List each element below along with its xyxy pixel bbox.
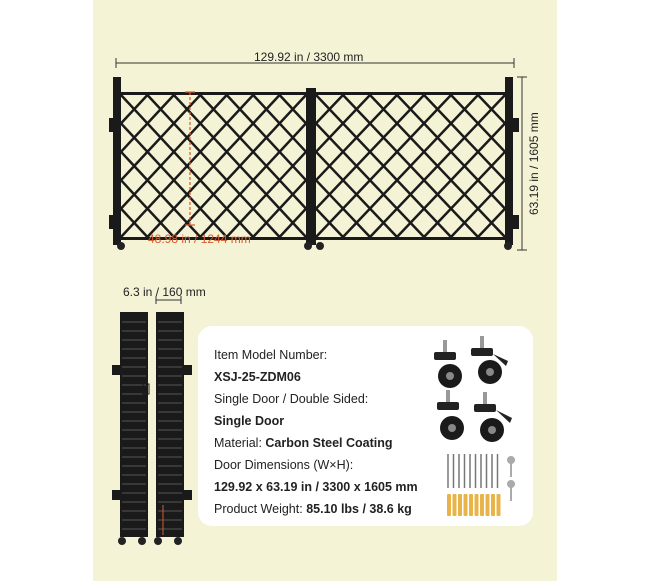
model-value: XSJ-25-ZDM06 (214, 370, 301, 384)
caster-wheel-icon (474, 392, 512, 442)
material-value: Carbon Steel Coating (265, 436, 393, 450)
folded-depth-label: 6.3 in / 160 mm (123, 285, 206, 299)
caster-wheel-icon (437, 390, 464, 440)
spec-card (198, 326, 533, 526)
door-type-value: Single Door (214, 414, 285, 428)
door-type-label: Single Door / Double Sided: (214, 392, 369, 406)
model-label: Item Model Number: (214, 348, 328, 362)
width-dimension-label: 129.92 in / 3300 mm (254, 50, 364, 64)
weight-label: Product Weight: (214, 502, 307, 516)
height-dimension-label: 63.19 in / 1605 mm (527, 112, 541, 215)
panel-height-label: 48.98 in / 1244 mm (148, 232, 251, 246)
dimensions-value: 129.92 x 63.19 in / 3300 x 1605 mm (214, 480, 418, 494)
caster-wheel-icon (471, 336, 508, 384)
screw-anchor-icon (447, 494, 501, 516)
screw-anchor-icon (448, 454, 498, 488)
dimensions-label: Door Dimensions (W×H): (214, 458, 354, 472)
material-label: Material: (214, 436, 266, 450)
caster-wheel-icon (434, 340, 462, 388)
accessories-illustration (198, 326, 533, 526)
weight-value: 85.10 lbs / 38.6 kg (306, 502, 412, 516)
key-icon (507, 456, 515, 501)
